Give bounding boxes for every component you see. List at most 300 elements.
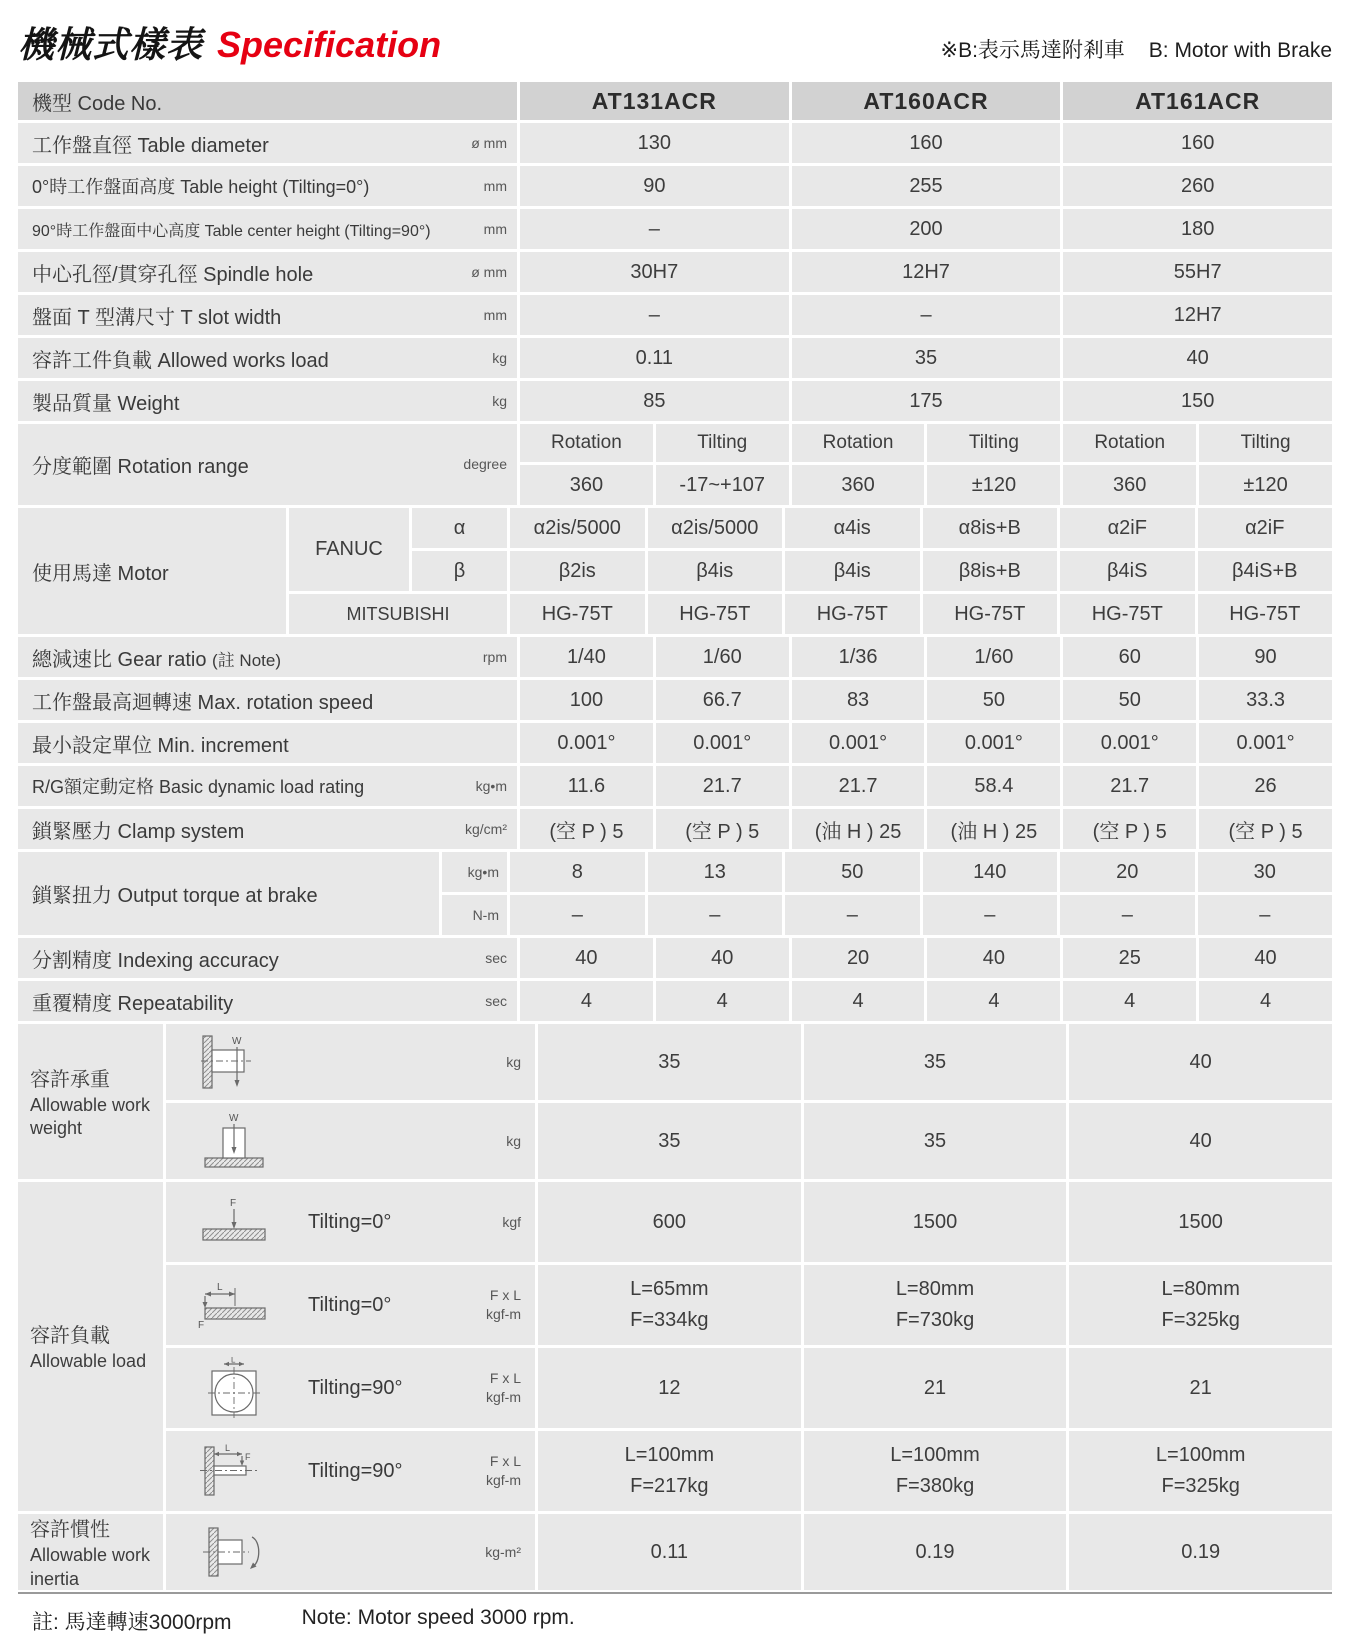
- unit-line2: kgf-m: [486, 1389, 521, 1405]
- footnote: [18, 1594, 1332, 1636]
- value-cell: 20: [1060, 852, 1195, 892]
- value-cell: –: [520, 295, 789, 335]
- value-cell: α8is+B: [923, 508, 1058, 548]
- motor-series-alpha: α: [412, 508, 507, 548]
- value-line1: 1500: [1178, 1210, 1223, 1233]
- unit-line1: F x L: [489, 1370, 521, 1387]
- value-cell: 260: [1063, 166, 1332, 206]
- motor-subcol: [785, 508, 920, 634]
- value-cell: 255: [792, 166, 1061, 206]
- value-cell: 4: [792, 981, 925, 1021]
- value-cell: 66.7: [656, 680, 789, 720]
- model-header-at161acr: AT161ACR: [1063, 82, 1332, 120]
- row-unit: mm: [483, 220, 507, 237]
- row-table-diameter: [18, 123, 1332, 163]
- load-row-tilting0-force: [166, 1182, 1332, 1262]
- svg-text:W: W: [232, 1036, 242, 1047]
- code-label-cell: [18, 82, 517, 120]
- table-edge-moment-diagram-icon: [182, 1278, 286, 1332]
- value-line2: F=334kg: [630, 1309, 709, 1331]
- code-row: [18, 82, 1332, 120]
- value-cell: 40: [1063, 338, 1332, 378]
- row-label: 0°時工作盤面高度 Table height (Tilting=0°): [32, 177, 370, 197]
- row-label: 製品質量 Weight: [32, 392, 180, 415]
- label-cell: [18, 680, 517, 720]
- value-cell: β4iS+B: [1198, 551, 1333, 591]
- gear-ratio-note: (註 Note): [212, 650, 282, 670]
- section-label-zh: 容許負載: [30, 1325, 110, 1348]
- label-cell: [18, 981, 517, 1021]
- label-cell: [18, 123, 517, 163]
- label-cell: [18, 295, 517, 335]
- row-label: R/G額定動定格 Basic dynamic load rating: [32, 777, 365, 797]
- code-label: 機型 Code No.: [32, 92, 163, 115]
- rotation-subcol: [1199, 424, 1332, 505]
- value-cell: HG-75T: [1198, 594, 1333, 634]
- value-cell: 60: [1063, 637, 1196, 677]
- value-cell: 1/36: [792, 637, 925, 677]
- section-label-cell: [18, 1182, 163, 1511]
- value-line1: 21: [1189, 1376, 1212, 1399]
- row-unit: kg•m: [475, 777, 507, 794]
- value-cell: (油 H ) 25: [927, 809, 1060, 849]
- row-label: 最小設定單位 Min. increment: [32, 734, 289, 757]
- value-cell: 150: [1063, 381, 1332, 421]
- value-cell: 90: [520, 166, 789, 206]
- brake-note-en: B: Motor with Brake: [1148, 39, 1332, 62]
- value-cell: 4: [656, 981, 789, 1021]
- diagram-caption: Tilting=0°: [308, 1210, 392, 1233]
- subheader-rotation: Rotation: [520, 424, 653, 462]
- value-cell: 4: [927, 981, 1060, 1021]
- value-cell: –: [510, 895, 645, 935]
- rotation-subcol: [792, 424, 925, 505]
- value-line1: L=80mm: [895, 1278, 975, 1300]
- motor-subcol: [510, 508, 645, 634]
- row-indexing-accuracy: [18, 938, 1332, 978]
- titlebar: [18, 16, 1332, 68]
- subheader-tilting: Tilting: [927, 424, 1060, 462]
- row-unit: rpm: [482, 648, 507, 665]
- section-allowable-work-inertia: [18, 1514, 1332, 1590]
- value-line1: 21: [923, 1376, 947, 1399]
- value-cell: HG-75T: [510, 594, 645, 634]
- svg-text:F: F: [198, 1320, 205, 1331]
- section-allowable-load: [18, 1182, 1332, 1511]
- torque-subcol: [1060, 852, 1195, 935]
- table-front-view-diagram-icon: [182, 1357, 286, 1419]
- value-line1: 1500: [912, 1210, 958, 1233]
- table-center-force-diagram-icon: [182, 1197, 286, 1247]
- value-cell: -17~+107: [656, 465, 789, 505]
- diagram-caption: Tilting=90°: [308, 1376, 403, 1399]
- label-cell: [18, 252, 517, 292]
- value-cell: 21.7: [792, 766, 925, 806]
- value-cell: 90: [1199, 637, 1332, 677]
- unit-line2: kgf-m: [486, 1472, 521, 1488]
- value-cell: HG-75T: [1060, 594, 1195, 634]
- row-unit: [486, 1369, 521, 1407]
- svg-text:F: F: [230, 1198, 237, 1209]
- rotation-subcol: [656, 424, 789, 505]
- row-label: 90°時工作盤面中心高度 Table center height (Tilting=90°): [32, 222, 431, 240]
- value-cell: 200: [792, 209, 1061, 249]
- rotation-subcol: [520, 424, 653, 505]
- value-cell: 13: [648, 852, 783, 892]
- row-min-increment: [18, 723, 1332, 763]
- value-cell: 40: [1069, 1024, 1332, 1100]
- torque-subcol: [923, 852, 1058, 935]
- value-cell: 1/60: [656, 637, 789, 677]
- row-unit: [486, 1286, 521, 1324]
- value-cell: 33.3: [1199, 680, 1332, 720]
- row-allowed-works-load: [18, 338, 1332, 378]
- value-cell: 40: [1069, 1103, 1332, 1179]
- value-line2: F=217kg: [630, 1475, 709, 1497]
- row-table-height: [18, 166, 1332, 206]
- svg-text:F: F: [245, 1452, 251, 1462]
- value-cell: HG-75T: [923, 594, 1058, 634]
- rotation-subcol: [927, 424, 1060, 505]
- value-cell: 30: [1198, 852, 1333, 892]
- value-cell: α2is/5000: [648, 508, 783, 548]
- value-cell: 11.6: [520, 766, 653, 806]
- value-cell: –: [648, 895, 783, 935]
- unit-line2: kgf-m: [486, 1306, 521, 1322]
- row-unit: kg/cm²: [465, 820, 507, 837]
- row-unit: ø mm: [471, 263, 507, 280]
- spec-table: [18, 82, 1332, 1590]
- value-cell: –: [1198, 895, 1333, 935]
- row-table-center-height: [18, 209, 1332, 249]
- value-cell: α4is: [785, 508, 920, 548]
- value-cell: [1069, 1348, 1332, 1428]
- value-cell: 4: [520, 981, 653, 1021]
- value-cell: 0.001°: [1199, 723, 1332, 763]
- value-cell: 40: [656, 938, 789, 978]
- value-cell: 0.001°: [927, 723, 1060, 763]
- label-cell: [18, 381, 517, 421]
- svg-text:L: L: [225, 1443, 231, 1453]
- row-unit: degree: [463, 456, 507, 473]
- motor-subcol: [1198, 508, 1333, 634]
- value-cell: (空 P ) 5: [656, 809, 789, 849]
- value-cell: 360: [792, 465, 925, 505]
- row-unit: kg: [506, 1053, 521, 1070]
- load-row-tilting90-offset: [166, 1431, 1332, 1511]
- value-cell: [538, 1348, 801, 1428]
- value-cell: 40: [927, 938, 1060, 978]
- row-label: 盤面 T 型溝尺寸 T slot width: [32, 306, 282, 329]
- row-repeatability: [18, 981, 1332, 1021]
- row-label: 使用馬達 Motor: [32, 562, 169, 585]
- value-cell: 30H7: [520, 252, 789, 292]
- row-max-rotation-speed: [18, 680, 1332, 720]
- value-cell: [538, 1431, 801, 1511]
- value-cell: 0.001°: [656, 723, 789, 763]
- value-cell: β4is: [785, 551, 920, 591]
- rotating-inertia-diagram-icon: [182, 1523, 286, 1581]
- motor-subcol: [648, 508, 783, 634]
- section-label-en: Allowable load: [30, 1351, 147, 1372]
- svg-text:W: W: [229, 1113, 239, 1124]
- value-cell: ±120: [927, 465, 1060, 505]
- value-cell: –: [520, 209, 789, 249]
- value-cell: 175: [792, 381, 1061, 421]
- row-label: 重覆精度 Repeatability: [32, 992, 234, 1015]
- value-cell: 35: [538, 1103, 801, 1179]
- top-mount-load-diagram-icon: [182, 1112, 286, 1170]
- value-cell: 83: [792, 680, 925, 720]
- row-unit: [502, 1213, 521, 1232]
- value-cell: 12H7: [1063, 295, 1332, 335]
- diagram-cell: [166, 1182, 535, 1262]
- work-weight-row-top: [166, 1103, 1332, 1179]
- value-line2: F=325kg: [1161, 1309, 1240, 1331]
- page-title-zh: 機械式樣表: [18, 24, 204, 65]
- value-cell: 35: [804, 1024, 1067, 1100]
- diagram-cell: [166, 1431, 535, 1511]
- subheader-rotation: Rotation: [1063, 424, 1196, 462]
- value-line2: F=730kg: [895, 1309, 975, 1331]
- row-label: 中心孔徑/貫穿孔徑 Spindle hole: [32, 263, 314, 286]
- label-cell: [18, 338, 517, 378]
- row-unit: kg: [492, 349, 507, 366]
- value-cell: HG-75T: [785, 594, 920, 634]
- value-cell: 140: [923, 852, 1058, 892]
- brake-legend: [922, 34, 1332, 68]
- brake-note-zh: ※B:表示馬達附剎車: [940, 39, 1125, 62]
- value-cell: 160: [792, 123, 1061, 163]
- value-cell: β8is+B: [923, 551, 1058, 591]
- value-cell: 1/40: [520, 637, 653, 677]
- value-cell: 21.7: [656, 766, 789, 806]
- row-label: 分度範圍 Rotation range: [32, 456, 249, 478]
- motor-brand-block: [289, 508, 507, 634]
- value-cell: [804, 1431, 1067, 1511]
- diagram-caption: Tilting=90°: [308, 1459, 403, 1482]
- row-label: 工作盤最高迴轉速 Max. rotation speed: [32, 691, 374, 714]
- value-line2: F=325kg: [1161, 1475, 1240, 1497]
- svg-text:L: L: [231, 1357, 236, 1365]
- section-label-zh: 容許慣性: [30, 1519, 110, 1542]
- row-unit: mm: [483, 306, 507, 323]
- row-t-slot-width: [18, 295, 1332, 335]
- value-cell: 0.19: [804, 1514, 1067, 1590]
- value-cell: 40: [1199, 938, 1332, 978]
- value-line2: F=380kg: [895, 1475, 975, 1497]
- value-line1: L=100mm: [1155, 1444, 1246, 1466]
- section-label-zh: 容許承重: [30, 1068, 110, 1091]
- value-cell: α2iF: [1198, 508, 1333, 548]
- row-output-torque: [18, 852, 1332, 935]
- side-mount-load-diagram-icon: [182, 1033, 286, 1091]
- load-row-tilting90-moment: [166, 1348, 1332, 1428]
- value-cell: 4: [1063, 981, 1196, 1021]
- value-cell: 85: [520, 381, 789, 421]
- value-cell: 0.19: [1069, 1514, 1332, 1590]
- value-cell: –: [792, 295, 1061, 335]
- value-cell: 0.11: [538, 1514, 801, 1590]
- model-header-at160acr: AT160ACR: [792, 82, 1061, 120]
- label-cell: [18, 166, 517, 206]
- work-weight-row-side: [166, 1024, 1332, 1100]
- row-unit: mm: [483, 177, 507, 194]
- value-line1: L=100mm: [624, 1444, 715, 1466]
- value-cell: 20: [792, 938, 925, 978]
- diagram-cell: [166, 1103, 535, 1179]
- label-cell: [18, 209, 517, 249]
- value-line1: 600: [652, 1210, 687, 1233]
- row-label: 容許工件負載 Allowed works load: [32, 349, 329, 372]
- row-gear-ratio: [18, 637, 1332, 677]
- torque-unit-column: [442, 852, 507, 935]
- value-cell: α2is/5000: [510, 508, 645, 548]
- value-cell: (油 H ) 25: [792, 809, 925, 849]
- value-cell: 360: [1063, 465, 1196, 505]
- row-unit: sec: [485, 992, 507, 1009]
- unit-line1: F x L: [489, 1453, 521, 1470]
- motor-series-beta: β: [412, 551, 507, 591]
- section-label-en: Allowable work weight: [30, 1094, 151, 1138]
- model-header-at131acr: AT131ACR: [520, 82, 789, 120]
- row-label: [32, 643, 281, 672]
- value-cell: α2iF: [1060, 508, 1195, 548]
- row-clamp-system: [18, 809, 1332, 849]
- value-cell: 0.001°: [1063, 723, 1196, 763]
- value-cell: [804, 1348, 1067, 1428]
- diagram-cell: [166, 1348, 535, 1428]
- value-line1: 12: [658, 1376, 681, 1399]
- value-cell: 100: [520, 680, 653, 720]
- label-cell: [18, 938, 517, 978]
- diagram-caption: Tilting=0°: [308, 1293, 392, 1316]
- value-cell: 50: [785, 852, 920, 892]
- torque-subcol: [1198, 852, 1333, 935]
- value-cell: [804, 1265, 1067, 1345]
- motor-brand-mitsubishi: MITSUBISHI: [289, 594, 507, 634]
- value-cell: 21.7: [1063, 766, 1196, 806]
- value-cell: (空 P ) 5: [520, 809, 653, 849]
- value-cell: –: [1060, 895, 1195, 935]
- motor-brand-fanuc: FANUC: [289, 508, 409, 591]
- motor-subcol: [1060, 508, 1195, 634]
- value-cell: 12H7: [792, 252, 1061, 292]
- diagram-cell: [166, 1024, 535, 1100]
- spec-sheet: [18, 0, 1332, 1636]
- value-cell: –: [785, 895, 920, 935]
- torque-subcol: [510, 852, 645, 935]
- row-label: 鎖緊扭力 Output torque at brake: [32, 885, 318, 907]
- torque-unit-kgm: kg•m: [442, 852, 507, 892]
- value-line1: L=80mm: [1161, 1278, 1240, 1300]
- footnote-en: Note: Motor speed 3000 rpm.: [301, 1606, 575, 1629]
- section-allowable-work-weight: [18, 1024, 1332, 1179]
- value-cell: ±120: [1199, 465, 1332, 505]
- row-rotation-range: [18, 424, 1332, 505]
- motor-subcol: [923, 508, 1058, 634]
- diagram-cell: [166, 1514, 535, 1590]
- gear-ratio-label: 總減速比 Gear ratio: [32, 648, 207, 671]
- row-label: 工作盤直徑 Table diameter: [32, 134, 269, 157]
- row-dynamic-load-rating: [18, 766, 1332, 806]
- section-label-cell: [18, 1024, 163, 1179]
- unit-line1: F x L: [489, 1287, 521, 1304]
- value-cell: 8: [510, 852, 645, 892]
- value-cell: 35: [792, 338, 1061, 378]
- row-label: 鎖緊壓力 Clamp system: [32, 820, 245, 843]
- label-cell: [18, 723, 517, 763]
- value-cell: [538, 1182, 801, 1262]
- value-cell: 50: [1063, 680, 1196, 720]
- row-label: 分割精度 Indexing accuracy: [32, 949, 279, 972]
- value-cell: 1/60: [927, 637, 1060, 677]
- row-unit: ø mm: [471, 134, 507, 151]
- value-line1: L=65mm: [630, 1278, 709, 1300]
- svg-text:L: L: [217, 1282, 223, 1293]
- unit-line1: kgf: [502, 1213, 521, 1230]
- row-unit: [486, 1452, 521, 1490]
- label-cell: [18, 766, 517, 806]
- value-cell: [1069, 1431, 1332, 1511]
- row-spindle-hole: [18, 252, 1332, 292]
- value-cell: 25: [1063, 938, 1196, 978]
- value-cell: (空 P ) 5: [1199, 809, 1332, 849]
- value-cell: β4iS: [1060, 551, 1195, 591]
- footnote-zh: 註: 馬達轉速3000rpm: [32, 1611, 232, 1634]
- row-weight: [18, 381, 1332, 421]
- value-cell: β2is: [510, 551, 645, 591]
- label-cell: [18, 809, 517, 849]
- subheader-tilting: Tilting: [656, 424, 789, 462]
- value-cell: 4: [1199, 981, 1332, 1021]
- value-cell: –: [923, 895, 1058, 935]
- torque-unit-nm: N-m: [442, 895, 507, 935]
- value-cell: 55H7: [1063, 252, 1332, 292]
- value-cell: (空 P ) 5: [1063, 809, 1196, 849]
- row-unit: kg: [506, 1132, 521, 1149]
- label-cell: [18, 852, 439, 935]
- row-motor: [18, 508, 1332, 634]
- section-label-en: Allowable work inertia: [30, 1545, 151, 1589]
- value-cell: [1069, 1265, 1332, 1345]
- value-cell: 58.4: [927, 766, 1060, 806]
- value-cell: HG-75T: [648, 594, 783, 634]
- subheader-rotation: Rotation: [792, 424, 925, 462]
- value-cell: 0.001°: [792, 723, 925, 763]
- value-cell: 180: [1063, 209, 1332, 249]
- row-unit: kg-m²: [485, 1543, 521, 1560]
- value-cell: 35: [538, 1024, 801, 1100]
- row-unit: sec: [485, 949, 507, 966]
- value-cell: β4is: [648, 551, 783, 591]
- value-cell: [1069, 1182, 1332, 1262]
- value-cell: [538, 1265, 801, 1345]
- torque-subcol: [785, 852, 920, 935]
- value-cell: [804, 1182, 1067, 1262]
- value-cell: 0.11: [520, 338, 789, 378]
- label-cell: [18, 637, 517, 677]
- side-arm-load-diagram-icon: [182, 1442, 286, 1500]
- page-title: [18, 17, 441, 68]
- value-cell: 26: [1199, 766, 1332, 806]
- value-cell: 35: [804, 1103, 1067, 1179]
- section-label-cell: [18, 1514, 163, 1590]
- page-title-en: Specification: [217, 24, 442, 65]
- torque-subcol: [648, 852, 783, 935]
- diagram-cell: [166, 1265, 535, 1345]
- label-cell: [18, 424, 517, 505]
